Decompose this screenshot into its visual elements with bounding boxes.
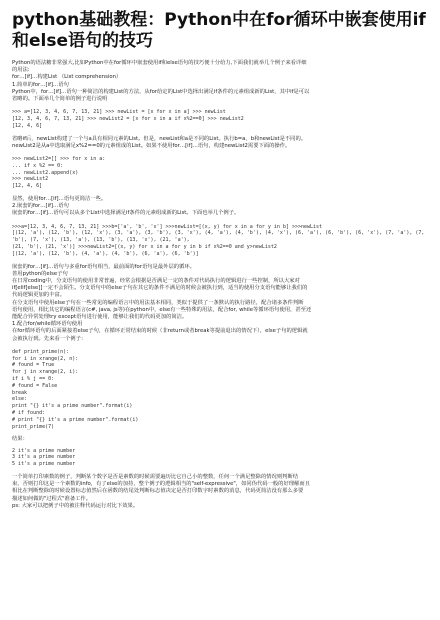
text-line: 善用python的else子句 — [12, 270, 68, 277]
code-line: for j in xrange(2, i): — [12, 369, 79, 376]
code-block-4 — [12, 349, 428, 431]
code-line: print "{} it's a prime number".format(i) — [12, 403, 133, 410]
text-line: 显然，使用for…[if]…语句更简洁一些。 — [12, 196, 107, 202]
output-line: 2 it's a prime number — [12, 447, 76, 454]
text-line: 嵌套的for…[if]…语句与多重for语句相当，最前面的for语句是最外层的循环。 — [12, 263, 195, 270]
code-block-2 — [12, 156, 428, 190]
code-line: for i in xrange(2, n): — [12, 355, 79, 362]
code-line: ... newList2.append(x) — [12, 169, 79, 176]
text-line: 1.简单的for…[if]…语句 — [12, 81, 69, 88]
text-line: 1.配合for/while循环语句使用 — [12, 321, 83, 328]
text-line: 省略的。下面举几个简单的例子进行说明 — [12, 96, 108, 103]
paragraph-4 — [12, 264, 428, 343]
code-line: ... if x %2 == 0: — [12, 162, 64, 169]
text-line: Python中，for…[if]…语句一种简洁的构建List的方法，从for给定的List中选择出满足if条件的元素组成新的List，其中if是可以 — [12, 88, 310, 95]
text-line: Python的语法糖非常强大,比如Python中在for循环中嵌套使用if和else语句的技巧便十分给力,下面我们就举几个例子来看详细 — [12, 60, 307, 66]
code-block-1 — [12, 109, 428, 129]
code-line: >>> newList2=[] >>> for x in a: — [12, 156, 106, 163]
closing-paragraph — [12, 474, 428, 510]
output-line: 3 it's a prime number — [12, 454, 76, 461]
paragraph-2 — [12, 136, 428, 150]
code-line: break — [12, 389, 28, 396]
code-line: if i % j == 0: — [12, 376, 55, 383]
code-line: >>> newList2 — [12, 176, 49, 183]
text-line: 在for循环语句的后面紧接着else子句，在循环正常结束的时候（非return或者break等提前退出的情况下），else子句的逻辑就 — [12, 328, 308, 335]
code-line: >>> a=[12, 3, 4, 6, 7, 13, 21] >>> newList = [x for x in a] >>> newList — [12, 109, 226, 116]
code-line: print_prime(7) — [12, 423, 55, 430]
intro-section — [12, 60, 428, 103]
text-line: 描述如何做的"过程式"准备工作。 — [12, 495, 92, 502]
text-line: if[elif[else]]一定不会陌生。分支语句中的else子句在其它的条件不满足的时候会被执行到，适当的使用分支语句能够让我们的 — [12, 285, 308, 292]
text-line: 在日常coding中，分支语句的使用非常普遍，经常会根据是否满足一定的条件对代码执行的逻辑进行一些控制，所以大家对 — [12, 278, 300, 284]
code-line: [12, 3, 4, 6, 7, 13, 21] >>> newList2 = [x for x in a if x%2==0] >>> newList2 — [12, 116, 244, 123]
code-line: [(12, 'a'), (12, 'b'), (12, 'x'), (3, 'a'), (3, 'b'), (3, 'x'), (4, 'a'), (4, 'b'), (4, 'x'), (6, 'a'), (6, 'b'), (6, 'x'), (7, 'a'), (7, 'b'), (7, 'x'), (13, 'a'), (13, 'b'), (13, 'x'), (21, 'a'), — [12, 230, 428, 244]
text-line: 会被执行到。先来看一个例子： — [12, 335, 87, 342]
text-line: 省略if后，newList构建了一个与a具有相同元素的List。但是，newList和a是不同的List。执行b=a，b和newList是不同的。 — [12, 135, 307, 142]
text-line: 束，否则打印这是一个素数的info，有了else的加持，整个例子的逻辑相当的"self-expressive"，如同伪代码一般的好理解而且 — [12, 481, 310, 488]
code-line: # found = True — [12, 362, 55, 369]
code-line: [(12, 'a'), (12, 'b'), (4, 'a'), (4, 'b'), (6, 'a'), (6, 'b')] — [12, 250, 199, 257]
text-line: 在分支语句中使用else子句在一些常见的编程语言中的用法基本相同，类似于提供了一条默认的执行路径，配合诸多条件判断 — [12, 299, 304, 306]
text-line: 嵌套的for…[if]…语句可以从多个List中选择满足if条件的元素组成新的List。下面也举几个例子。 — [12, 210, 240, 217]
code-line: # if found: — [12, 410, 46, 416]
text-line: newList2是从a中选取满足x%2==0的元素组成的List。如果不使用for…[if]…语句，构建newList2需要下面的操作。 — [12, 142, 291, 149]
text-line: 相比在判断整除的时候设置标志值然后在函数的结尾处判断标志值决定是否打印数字时素数的消息，代码更简洁没有那么多要 — [12, 488, 304, 495]
text-line: for…[if]…构建List （List comprehension） — [12, 74, 122, 81]
code-line: def print_prime(n): — [12, 348, 70, 355]
result-label: 结果： — [12, 436, 28, 443]
text-line: 语句使用，相比其它的编程语言(c#, java, js等)在python中，else有一些特殊的用法，配合for, while等循环语句使用，甚至还 — [12, 306, 312, 313]
code-line: (21, 'b'), (21, 'x')] >>>newList2=[(x, y) for x in a for y in b if x%2==0 and y>newList2 — [12, 244, 277, 250]
result-output — [12, 448, 428, 468]
page-title: python基础教程：Python中在for循环中嵌套使用if和else语句的技巧 — [12, 10, 426, 51]
code-line: # print "{} it's a prime number".format(i) — [12, 416, 139, 423]
text-line: 一个简单打印素数的例子，判断某个数字是否是素数的时候需要遍历比它自己小的整数，任何一个满足整除的情况则判断结 — [12, 473, 299, 480]
text-line: 代码逻辑更加的丰富。 — [12, 292, 65, 299]
text-line: 的用法: — [12, 67, 30, 74]
paragraph-3 — [12, 196, 428, 218]
code-line: # found = False — [12, 382, 58, 389]
text-line: 2.嵌套的for…[if]…语句 — [12, 203, 69, 210]
code-line: >>>a=[12, 3, 4, 6, 7, 13, 21] >>>b=['a', 'b', 'x'] >>>newList=[(x, y) for x in a for y in b] >>>newList — [12, 223, 323, 230]
output-line: 5 it's a prime number — [12, 461, 76, 468]
text-line: ps: 大家可以把例子中的被注释代码运行对比下效果。 — [12, 502, 139, 509]
text-line: 能配合异常处理try except语句进行使用，能够让我们的代码更加的简洁。 — [12, 314, 188, 321]
code-line: [12, 4, 6] — [12, 122, 43, 129]
code-line: else: — [12, 396, 28, 403]
code-line: [12, 4, 6] — [12, 183, 43, 190]
code-block-3 — [12, 224, 428, 258]
